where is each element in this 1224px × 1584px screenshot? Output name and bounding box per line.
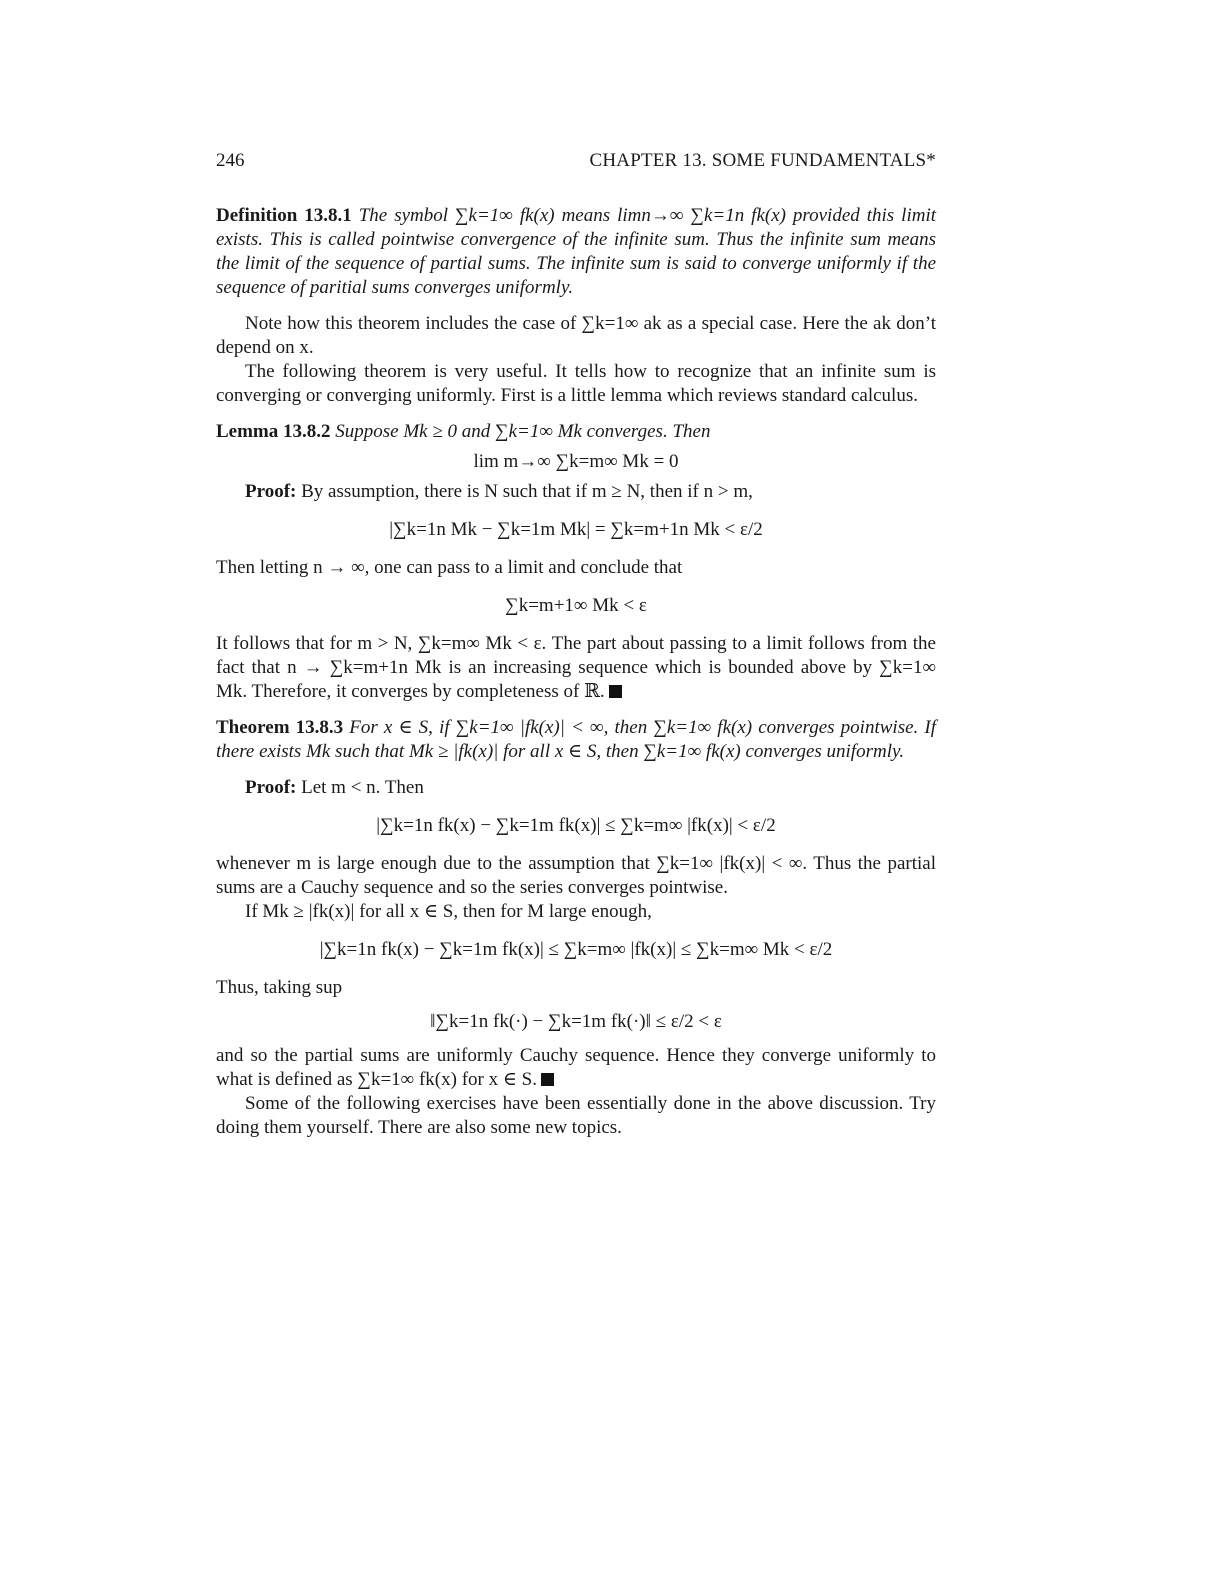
proof-theorem-equation-2: |∑k=1n fk(x) − ∑k=1m fk(x)| ≤ ∑k=m∞ |fk(x)| ≤ ∑k=m∞ Mk < ε/2 xyxy=(319,939,833,960)
proof-label: Proof: xyxy=(245,777,297,798)
proof-lemma-conclusion-text: It follows that for m > N, ∑k=m∞ Mk < ε. The part about passing to a limit follows from the fact that n → ∑k=m+1n Mk is an increasing sequence which is bounded above by ∑k=1∞ Mk. Therefore, it converges by completeness of ℝ. xyxy=(216,633,936,702)
proof-theorem-paragraph-a: whenever m is large enough due to the assumption that ∑k=1∞ |fk(x)| < ∞. Thus the partial sums are a Cauchy sequence and so the series converges pointwise. xyxy=(216,853,936,898)
proof-label: Proof: xyxy=(245,481,297,502)
theorem-13-8-3 xyxy=(216,716,936,764)
intro-paragraph: The following theorem is very useful. It tells how to recognize that an infinite sum is converging or converging uniformly. First is a little lemma which reviews standard calculus. xyxy=(216,361,936,406)
theorem-text: For x ∈ S, if ∑k=1∞ |fk(x)| < ∞, then ∑k=1∞ fk(x) converges pointwise. If there exists Mk such that Mk ≥ |fk(x)| for all x ∈ S, then ∑k=1∞ fk(x) converges uniformly. xyxy=(216,717,937,762)
chapter-title: CHAPTER 13. SOME FUNDAMENTALS* xyxy=(589,150,936,171)
proof-theorem-paragraph-d-text: and so the partial sums are uniformly Cauchy sequence. Hence they converge uniformly to what is defined as ∑k=1∞ fk(x) for x ∈ S. xyxy=(216,1045,936,1090)
lemma-text: Suppose Mk ≥ 0 and ∑k=1∞ Mk converges. Then xyxy=(335,421,711,442)
proof-lemma xyxy=(216,480,936,504)
definition-label: Definition 13.8.1 xyxy=(216,205,352,226)
theorem-label: Theorem 13.8.3 xyxy=(216,717,344,738)
proof-lemma-conclusion xyxy=(216,632,936,704)
page-body xyxy=(216,204,936,1140)
qed-square xyxy=(541,1073,554,1086)
page-number: 246 xyxy=(216,150,245,171)
note-paragraph: Note how this theorem includes the case of ∑k=1∞ ak as a special case. Here the ak don’t depend on x. xyxy=(216,313,936,358)
proof-lemma-limit-text: Then letting n → ∞, one can pass to a limit and conclude that xyxy=(216,557,683,578)
proof-theorem-paragraph-c: Thus, taking sup xyxy=(216,977,343,998)
proof-lemma-equation-2: ∑k=m+1∞ Mk < ε xyxy=(505,595,647,616)
lemma-13-8-2 xyxy=(216,420,936,444)
proof-theorem-text: Let m < n. Then xyxy=(301,777,424,798)
proof-theorem-paragraph-d xyxy=(216,1044,936,1092)
lemma-equation: lim m→∞ ∑k=m∞ Mk = 0 xyxy=(473,451,679,472)
proof-theorem-paragraph-b: If Mk ≥ |fk(x)| for all x ∈ S, then for M large enough, xyxy=(245,901,652,922)
closing-paragraph: Some of the following exercises have been essentially done in the above discussion. Try doing them yourself. There are also some new topics. xyxy=(216,1093,936,1138)
proof-theorem-equation-3: ‖∑k=1n fk(·) − ∑k=1m fk(·)‖ ≤ ε/2 < ε xyxy=(430,1011,722,1032)
definition-13-8-1 xyxy=(216,204,936,300)
proof-theorem-equation-1: |∑k=1n fk(x) − ∑k=1m fk(x)| ≤ ∑k=m∞ |fk(x)| < ε/2 xyxy=(376,815,776,836)
proof-lemma-text: By assumption, there is N such that if m ≥ N, then if n > m, xyxy=(301,481,753,502)
lemma-label: Lemma 13.8.2 xyxy=(216,421,331,442)
qed-square xyxy=(609,685,622,698)
definition-text: The symbol ∑k=1∞ fk(x) means limn→∞ ∑k=1n fk(x) provided this limit exists. This is called pointwise convergence of the infinite sum. Thus the infinite sum means the limit of the sequence of partial sums. The infinite sum is said to converge uniformly if the sequence of paritial sums converges uniformly. xyxy=(216,205,936,298)
proof-lemma-equation-1: |∑k=1n Mk − ∑k=1m Mk| = ∑k=m+1n Mk < ε/2 xyxy=(389,519,763,540)
proof-theorem xyxy=(216,776,936,800)
